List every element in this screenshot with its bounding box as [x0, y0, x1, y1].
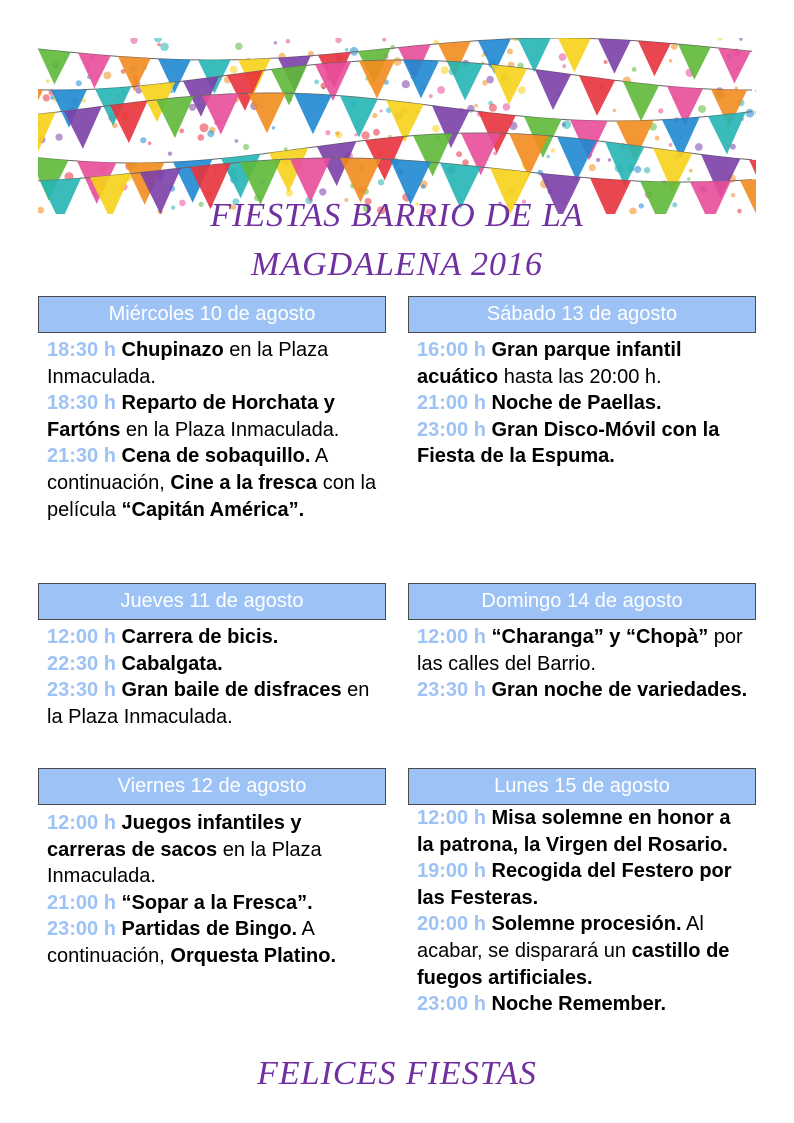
event-entry: [47, 651, 378, 678]
event-time: 22:30 h: [47, 652, 116, 675]
day-card-sunday: [408, 583, 756, 704]
event-time: 12:00 h: [47, 812, 116, 834]
confetti-dot: [46, 79, 50, 83]
confetti-dot: [157, 43, 160, 46]
event-entry: [417, 991, 748, 1018]
bunting-banner-image: [38, 38, 756, 214]
confetti-dot: [604, 60, 608, 64]
bunting-flag: [38, 112, 56, 154]
confetti-dot: [56, 134, 63, 141]
event-time: 18:30 h: [47, 392, 116, 415]
confetti-dot: [739, 38, 743, 41]
confetti-dot: [382, 38, 386, 42]
day-events: [408, 333, 756, 470]
confetti-dot: [562, 64, 566, 68]
event-entry: [417, 624, 748, 677]
day-card-friday: [38, 768, 386, 970]
confetti-dot: [669, 59, 673, 63]
event-text: A continuación,: [47, 918, 314, 967]
event-highlight: Reparto de Horchata y Fartóns: [47, 392, 335, 441]
event-highlight: Orquesta Platino.: [170, 944, 337, 967]
confetti-dot: [456, 151, 462, 157]
event-time: 21:00 h: [417, 392, 486, 415]
event-entry: [47, 916, 378, 969]
confetti-dot: [235, 42, 243, 50]
confetti-dot: [559, 53, 567, 61]
confetti-dot: [200, 123, 209, 132]
event-highlight: castillo de fuegos artificiales.: [417, 939, 730, 989]
event-entry: [417, 911, 748, 991]
event-entry: [417, 390, 748, 417]
event-time: 23:00 h: [47, 918, 116, 941]
bunting-flag: [579, 76, 615, 116]
confetti-dot: [335, 131, 339, 135]
event-highlight: “Charanga” y “Chopà”: [491, 626, 709, 648]
confetti-dot: [746, 109, 755, 118]
confetti-dot: [130, 38, 137, 44]
event-highlight: Cine a la fresca: [170, 471, 318, 494]
confetti-dot: [314, 80, 319, 85]
bunting-flag: [403, 60, 439, 98]
event-time: 12:00 h: [417, 626, 486, 648]
confetti-dot: [345, 48, 349, 52]
event-text: Al acabar, se disparará un: [417, 913, 704, 962]
bunting-flag: [535, 70, 571, 110]
bunting-flag: [156, 96, 194, 138]
event-highlight: Recogida del Festero por las Festeras.: [417, 860, 732, 909]
event-time: 21:00 h: [47, 891, 116, 914]
confetti-dot: [481, 54, 485, 58]
confetti-dot: [272, 126, 275, 129]
bunting-flag: [623, 81, 659, 121]
event-entry: [417, 337, 748, 390]
confetti-dot: [390, 45, 395, 50]
event-text: hasta las 20:00 h.: [498, 365, 662, 388]
confetti-dot: [429, 94, 433, 98]
confetti-dot: [43, 94, 50, 101]
event-highlight: “Sopar a la Fresca”.: [121, 891, 313, 914]
confetti-dot: [634, 166, 641, 173]
event-entry: [47, 443, 378, 523]
confetti-dot: [698, 105, 706, 113]
confetti-dot: [518, 86, 526, 94]
bunting-flag: [755, 89, 756, 128]
bunting-flag: [359, 60, 395, 99]
event-time: 18:30 h: [47, 339, 116, 361]
event-entry: [47, 390, 378, 443]
event-entry: [47, 337, 378, 390]
page-title-line-1: FIESTAS BARRIO DE LA: [210, 197, 584, 234]
day-header: Jueves 11 de agosto: [38, 583, 386, 620]
event-text: en la Plaza Inmaculada.: [120, 418, 340, 441]
confetti-dot: [373, 129, 380, 136]
confetti-dot: [154, 38, 162, 43]
day-header: Viernes 12 de agosto: [38, 768, 386, 805]
event-time: 20:00 h: [417, 913, 486, 936]
confetti-dot: [432, 125, 440, 133]
bunting-flag: [78, 53, 111, 88]
confetti-dot: [243, 144, 249, 150]
confetti-dot: [319, 188, 326, 195]
confetti-dot: [235, 139, 239, 143]
confetti-dot: [104, 72, 112, 80]
confetti-dot: [361, 131, 369, 139]
bunting-flag: [64, 107, 102, 149]
confetti-dot: [378, 179, 384, 185]
confetti-dot: [148, 142, 152, 146]
event-time: 19:00 h: [417, 860, 486, 883]
confetti-dot: [380, 110, 383, 113]
day-events: [38, 805, 386, 970]
day-card-saturday: [408, 296, 756, 470]
event-time: 23:30 h: [47, 679, 116, 702]
bunting-flag: [557, 137, 596, 181]
event-text: en la Plaza Inmaculada.: [47, 679, 370, 728]
event-time: 23:00 h: [417, 993, 486, 1016]
event-highlight: Carrera de bicis.: [121, 626, 279, 648]
confetti-dot: [286, 39, 291, 44]
bunting-flag: [598, 39, 631, 74]
event-text: por las calles del Barrio.: [417, 626, 743, 675]
confetti-dot: [207, 130, 214, 137]
event-highlight: Chupinazo: [121, 339, 224, 361]
bunting-flag: [294, 93, 332, 134]
confetti-dot: [168, 152, 172, 156]
confetti-dot: [393, 57, 401, 65]
confetti-dot: [441, 66, 449, 74]
bunting-flag: [754, 107, 756, 149]
confetti-dot: [546, 155, 549, 158]
event-entry: [47, 810, 378, 890]
event-time: 12:00 h: [47, 626, 116, 648]
confetti-dot: [644, 167, 650, 173]
confetti-dot: [489, 104, 497, 112]
bunting-flag: [340, 96, 378, 138]
confetti-dot: [335, 38, 341, 43]
event-text: en la Plaza Inmaculada.: [47, 339, 329, 388]
bunting-flag: [447, 61, 483, 100]
event-time: 23:00 h: [417, 418, 486, 441]
day-events: [408, 805, 756, 1018]
confetti-dot: [687, 177, 690, 180]
confetti-dot: [372, 113, 377, 118]
confetti-dot: [325, 130, 330, 135]
event-text: con la película: [47, 471, 377, 521]
day-events: [38, 620, 386, 730]
confetti-dot: [551, 148, 556, 153]
event-time: 21:30 h: [47, 445, 116, 468]
day-header: Domingo 14 de agosto: [408, 583, 756, 620]
bunting-flag: [110, 101, 148, 143]
day-events: [38, 333, 386, 523]
event-highlight: Gran parque infantil acuático: [417, 339, 682, 388]
confetti-dot: [437, 86, 445, 94]
event-text: A continuación,: [47, 445, 328, 494]
event-text: en la Plaza Inmaculada.: [47, 838, 322, 888]
bunting-flag: [718, 48, 751, 84]
event-highlight: Cabalgata.: [121, 652, 223, 675]
confetti-dot: [689, 169, 693, 173]
event-entry: [47, 677, 378, 730]
day-card-wednesday: [38, 296, 386, 523]
day-header: Lunes 15 de agosto: [408, 768, 756, 805]
bunting-flag: [491, 65, 527, 105]
confetti-dot: [230, 66, 238, 74]
confetti-dot: [695, 143, 703, 151]
event-entry: [417, 417, 748, 470]
page-title-line-2: MAGDALENA 2016: [251, 246, 543, 283]
confetti-dot: [198, 134, 205, 141]
day-events: [408, 620, 756, 704]
event-highlight: Misa solemne en honor a la patrona, la Virgen del Rosario.: [417, 807, 731, 856]
event-entry: [417, 858, 748, 911]
day-header: Miércoles 10 de agosto: [38, 296, 386, 333]
confetti-dot: [402, 80, 410, 88]
confetti-dot: [421, 184, 426, 189]
bunting-flag: [638, 41, 671, 76]
event-highlight: “Capitán América”.: [121, 498, 305, 521]
confetti-dot: [608, 158, 612, 162]
event-highlight: Partidas de Bingo.: [121, 918, 298, 941]
confetti-dot: [718, 38, 723, 41]
event-highlight: Gran baile de disfraces: [121, 679, 342, 702]
day-card-monday: [408, 768, 756, 1018]
event-entry: [47, 624, 378, 651]
confetti-dot: [589, 164, 596, 171]
confetti-dot: [658, 108, 663, 113]
event-highlight: Juegos infantiles y carreras de sacos: [47, 812, 302, 861]
confetti-dot: [655, 136, 660, 141]
event-highlight: Gran noche de variedades.: [491, 679, 748, 702]
confetti-dot: [50, 96, 54, 100]
event-highlight: Noche de Paellas.: [491, 392, 662, 415]
event-highlight: Solemne procesión.: [491, 913, 682, 936]
confetti-dot: [507, 49, 513, 55]
day-card-thursday: [38, 583, 386, 730]
day-header: Sábado 13 de agosto: [408, 296, 756, 333]
confetti-dot: [613, 109, 617, 113]
footer-greeting: FELICES FIESTAS: [257, 1055, 537, 1092]
confetti-dot: [562, 120, 571, 129]
event-highlight: Gran Disco-Móvil con la Fiesta de la Espuma.: [417, 418, 720, 468]
event-entry: [417, 677, 748, 704]
confetti-dot: [76, 80, 82, 86]
bunting-flag: [38, 49, 71, 85]
confetti-dot: [140, 137, 146, 143]
confetti-dot: [160, 43, 169, 52]
event-time: 12:00 h: [417, 807, 486, 829]
bunting-flag: [678, 44, 711, 80]
event-entry: [417, 805, 748, 858]
event-highlight: Noche Remember.: [491, 993, 667, 1016]
event-time: 16:00 h: [417, 339, 486, 361]
confetti-dot: [632, 67, 637, 72]
confetti-dot: [179, 129, 184, 134]
event-highlight: Cena de sobaquillo.: [121, 445, 311, 468]
confetti-dot: [596, 158, 600, 162]
confetti-dot: [669, 143, 673, 147]
event-time: 23:30 h: [417, 679, 486, 702]
confetti-dot: [274, 41, 277, 44]
event-entry: [47, 890, 378, 917]
confetti-dot: [486, 76, 494, 84]
confetti-dot: [474, 104, 478, 108]
bunting-flag: [248, 93, 286, 133]
bunting-flag: [708, 112, 746, 154]
